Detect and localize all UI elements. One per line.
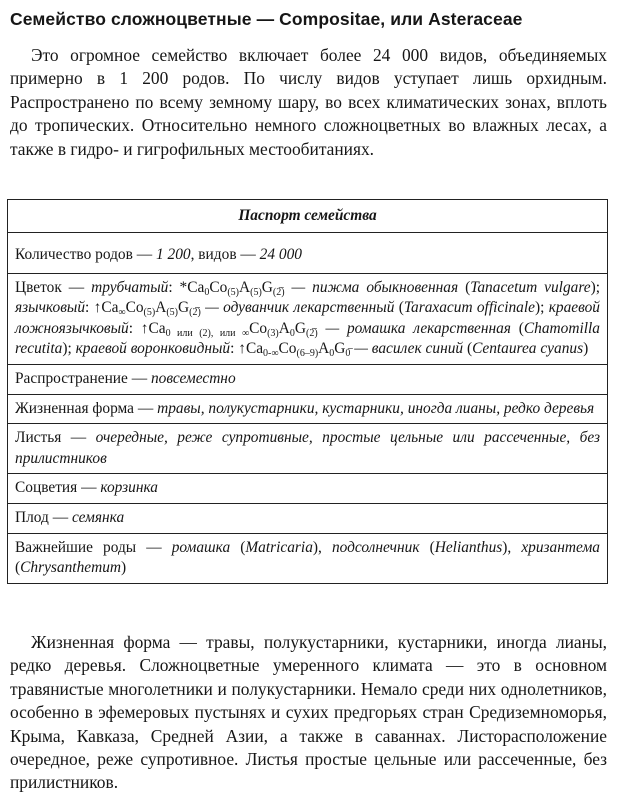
flower-cell: Цветок — трубчатый: $*Ca_0Co_{(5)}A_{(5)}G_{(2̅)}$ — пижма обыкновенная (Tanacetum vulgare); язычковый: $↑Ca_\infty Co_{(5)}A_{(5)}G_{(2̅)}$ — одуванчик лекарственный (Taraxacum officinale); краевой ложноязычковый: $↑Ca_{0 или (2), или \infty}Co_{(3)}A_0G_{(2̅)}$ — ромашка лекарственная (Chamomilla recutita); краевой воронковидный: $↑Ca_{0-\infty}Co_{(6-9)}A_0G_{0̅}$ — василек синий (Centaurea cyanus) [8,273,608,364]
genus-1: ромашка [171,538,231,556]
count-mid: , видов — [190,246,260,263]
genus-3: хризантема [521,538,600,556]
genera-label: Важнейшие роды — [15,538,172,556]
passport-row-fruit [8,503,608,533]
genus-2: подсолнечник [331,538,420,556]
flower-label: Цветок — [15,278,92,296]
passport-row-inflorescence [8,474,608,504]
leaves-value: очередные, реже супротивные, простые цельные или рассеченные, без прилистников [15,429,600,467]
fruit-value: семянка [71,508,125,526]
false-ligulate-example: — ромашка лекарственная [317,319,511,337]
fruit-label: Плод — [15,508,72,526]
passport-row-distribution [8,364,608,394]
count-cell [8,233,608,274]
passport-row-life-form [8,394,608,424]
inflorescence-cell [8,474,608,504]
leaves-label: Листья — [15,429,96,447]
passport-row-genera [8,533,608,583]
false-ligulate-latin: Chamomilla recutita [15,319,600,358]
ligulate-formula: : $↑Ca_\infty Co_{(5)}A_{(5)}G_{(2̅)}$ [85,299,201,319]
false-ligulate-formula: : $↑Ca_{0 или (2), или \infty}Co_{(3)}A_0G_{(2̅)}$ [128,319,318,339]
ligulate-label: язычковый [15,299,86,317]
leaves-cell [8,424,608,474]
section-heading: Семейство сложноцветные — Compositae, или Asteraceae [10,9,523,29]
species-count: 24 000 [259,246,302,263]
tubular-formula: : $*Ca_0Co_{(5)}A_{(5)}G_{(2̅)}$ [168,278,285,298]
distribution-value: повсеместно [150,369,236,387]
life-form-cell [8,394,608,424]
funnel-formula: $↑Ca_{0-\infty}Co_{(6-9)}A_0G_{0̅}$ [238,340,351,360]
tubular-latin: Tanacetum vulgare [470,278,591,296]
distribution-cell [8,364,608,394]
tubular-example: — пижма обыкновенная [284,278,459,296]
genus-1-latin: Matricaria [245,538,313,556]
inflorescence-value: корзинка [100,479,158,497]
false-ligulate-label: краевой ложноязычковый [15,299,600,337]
funnel-example: — василек синий [350,340,464,358]
genera-cell: Важнейшие роды — ромашка (Matricaria), подсолнечник (Helianthus), хризантема (Chrysanthemum) [8,533,608,583]
genus-3-latin: Chrysanthemum [20,559,122,577]
passport-row-count [8,233,608,274]
passport-title: Паспорт семейства [8,200,608,233]
distribution-label: Распространение — [15,369,151,387]
life-form-label: Жизненная форма — [15,399,158,417]
intro-paragraph: Это огромное семейство включает более 24 000 видов, объединяемых примерно в 1 200 родов. По числу видов уступает лишь орхидным. Распространено по всему земному шару, во всех климатических зонах, вплоть до тропических. Относительно немного сложноцветных во влажных лесах, а также в гидро- и гигрофильных местообитаниях. [10,45,607,159]
tubular-label: трубчатый [91,278,169,296]
genus-2-latin: Helianthus [434,538,503,556]
funnel-latin: Centaurea cyanus [472,340,584,358]
passport-row-leaves [8,424,608,474]
ligulate-example: — одуванчик лекарственный [200,299,395,317]
ligulate-latin: Taraxacum officinale [403,299,535,317]
life-form-value: травы, полукустарники, кустарники, иногда лианы, редко деревья [157,399,595,417]
passport-header-row [8,200,608,233]
inflorescence-label: Соцветия — [15,479,101,497]
funnel-label: краевой воронковидный [75,340,231,358]
passport-row-flower [8,273,608,364]
count-label: Количество родов — [15,246,156,263]
genera-count: 1 200 [155,246,191,263]
outro-paragraph: Жизненная форма — травы, полукустарники, кустарники, иногда лианы, редко деревья. Сложноцветные умеренного климата — это в основном травянистые многолетники и полукустарники. Немало среди них однолетников, особенно в эфемеровых пустынях и сухих предгорьях стран Средиземноморья, Крыма, Кавказа, Средней Азии, а также в саваннах. Листорасположение очередное, реже супротивное. Листья простые цельные или рассеченные, без прилистников. [10,632,607,793]
fruit-cell [8,503,608,533]
family-passport-table [7,199,608,584]
